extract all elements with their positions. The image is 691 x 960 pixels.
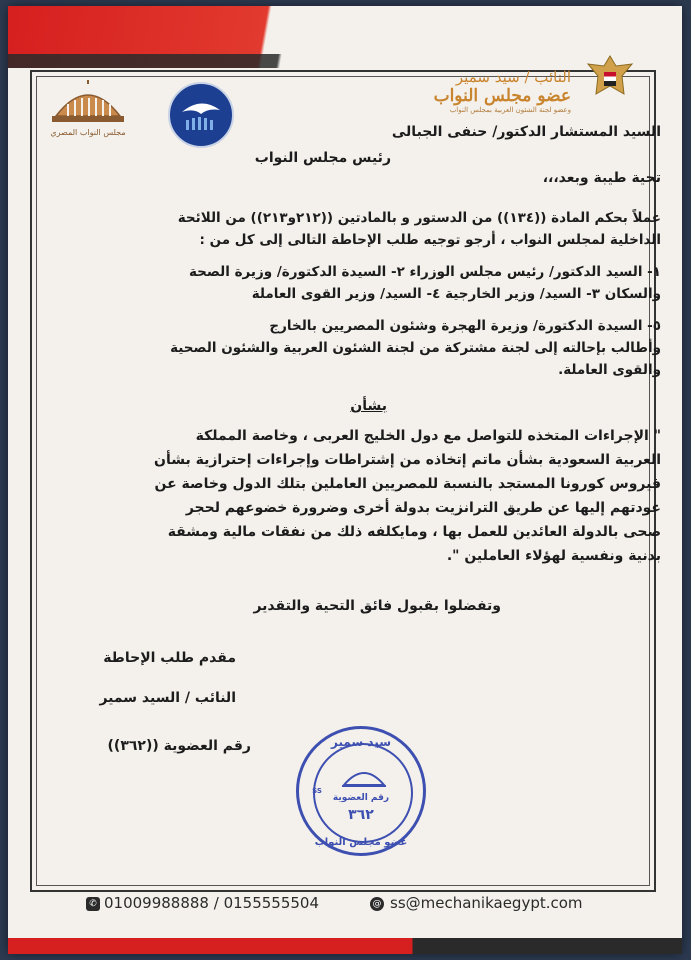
subject-line2: العربية السعودية بشأن ماتم إتخاذه من إشتراطات وإجراءات إحترازية بشأن xyxy=(154,452,661,468)
footer-phones xyxy=(86,894,319,912)
stamp-side-mark: SS xyxy=(312,787,322,795)
official-stamp xyxy=(296,726,426,856)
stamp-bottom-text: عضو مجلس النواب xyxy=(314,837,408,848)
letterhead-subtitle: عضو مجلس النواب xyxy=(433,86,571,106)
parliament-logo xyxy=(40,80,136,142)
bottom-red-band xyxy=(8,938,682,954)
para2-line1: وأطالب بإحالته إلى لجنة مشتركة من لجنة الشئون العربية والشئون الصحية xyxy=(170,340,661,356)
parliament-caption: مجلس النواب المصري xyxy=(50,128,126,137)
email-address: ss@mechanikaegypt.com xyxy=(390,894,583,912)
phone-numbers: 01009988888 / 0155555504 xyxy=(104,894,320,912)
list-line3: ٥- السيدة الدكتورة/ وزيرة الهجرة وشئون المصريين بالخارج xyxy=(269,318,661,334)
letterhead-name-block xyxy=(434,68,571,114)
para1-line2: الداخلية لمجلس النواب ، أرجو توجيه طلب الإحاطة التالى إلى كل من : xyxy=(199,232,661,248)
list-line1: ١- السيد الدكتور/ رئيس مجلس الوزراء ٢- السيدة الدكتورة/ وزيرة الصحة xyxy=(188,264,661,280)
footer-email xyxy=(370,894,583,912)
list-line2: والسكان ٣- السيد/ وزير الخارجية ٤- السيد/ وزير القوى العاملة xyxy=(251,286,661,302)
letterhead-small-line: وعضو لجنة الشئون العربية بمجلس النواب xyxy=(449,106,571,114)
phone-icon: ✆ xyxy=(86,897,100,911)
party-logo-icon xyxy=(168,82,234,148)
stamp-dome-icon xyxy=(340,765,388,789)
addressee-line: السيد المستشار الدكتور/ حنفى الجبالى xyxy=(391,124,661,140)
para1-line1: عملاً بحكم المادة ((١٣٤)) من الدستور و بالمادتين ((٢١٢و٢١٣)) من اللائحة xyxy=(177,210,661,226)
email-icon: @ xyxy=(370,897,384,911)
stamp-top-text: سيد سمير xyxy=(330,735,392,749)
subject-line6: بدنية ونفسية لهؤلاء العاملين ". xyxy=(446,548,661,564)
subject-line4: عودتهم إليها عن طريق الترانزيت بدولة أخرى وضرورة خضوعهم لحجر xyxy=(185,500,661,516)
stamp-number: ٣٦٢ xyxy=(348,807,374,823)
signoff-label: مقدم طلب الإحاطة xyxy=(103,650,236,666)
signoff-name: النائب / السيد سمير xyxy=(99,690,236,706)
stamp-mid-label: رقم العضوية xyxy=(332,793,390,803)
egypt-eagle-emblem-icon xyxy=(580,50,640,110)
subject-line5: صحى بالدولة العائدين للعمل بها ، ومايكلفه ذلك من نفقات مالية ومشقة xyxy=(167,524,661,540)
addressee-title: رئيس مجلس النواب xyxy=(254,150,391,166)
letterhead-title: النائب / سيد سمير xyxy=(455,68,571,86)
parliament-dome-icon xyxy=(48,80,128,126)
subject-line1: " الإجراءات المتخذه للتواصل مع دول الخليج العربى ، وخاصة المملكة xyxy=(195,428,661,444)
subject-heading: بشأن xyxy=(350,398,387,414)
membership-number: رقم العضوية ((٣٦٢)) xyxy=(107,738,251,754)
subject-line3: فيروس كورونا المستجد بالنسبة للمصريين العاملين بتلك الدول وخاصة عن xyxy=(154,476,661,492)
closing-line: وتفضلوا بقبول فائق التحية والتقدير xyxy=(253,598,501,614)
para2-line2: والقوى العاملة. xyxy=(558,362,661,378)
greeting: تحية طيبة وبعد،،، xyxy=(542,170,661,186)
